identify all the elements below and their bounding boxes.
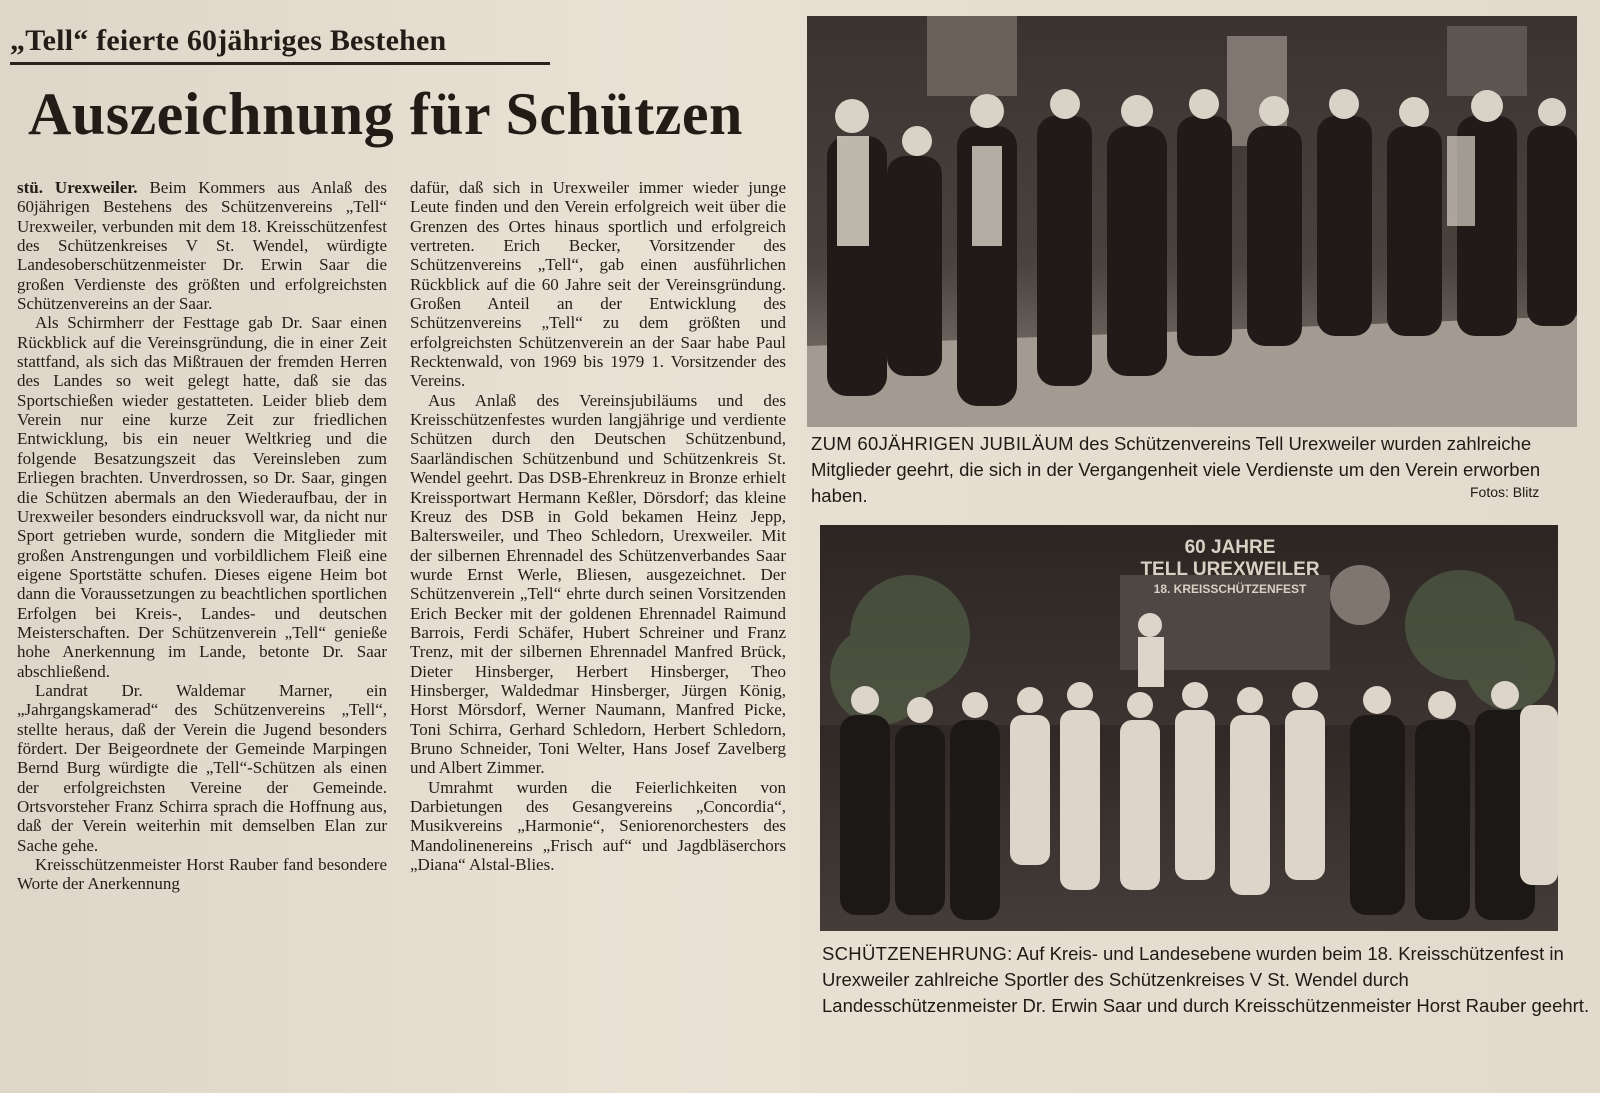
photo-credit: Fotos: Blitz (1470, 484, 1540, 500)
paragraph-7: Umrahmt wurden die Feierlichkeiten von Darbietungen des Gesangvereins „Concordia“, Musikvereins „Harmonie“, Seniorenorchesters des Mandolinenereins „Frisch auf“ und Jagdbläserchors „Diana“ Alstal-Blies. (410, 777, 786, 875)
paragraph-3: Landrat Dr. Waldemar Marner, ein „Jahrgangskamerad“ des Schützenvereins „Tell“, stellte heraus, daß der Verein die Jugend besonders fördert. Der Beigeordnete der Gemeinde Marpingen Bernd Burg würdigte die „Tell“-Schützen als einen der erfolgreichsten Vereine der Gemeinde. Ortsvorsteher Franz Schirra sprach die Hoffnung aus, daß der Verein weiterhin mit demselben Elan zur Sache gehe. (17, 680, 387, 855)
photo-ceremony-caption (822, 941, 1592, 1019)
paragraph-5: dafür, daß sich in Urexweiler immer wieder junge Leute finden und den Verein erfolgreich weit über die Grenzen des Ortes hinaus sportlich und erfolgreich vertreten. Erich Becker, Vorsitzender des Schützenvereins „Tell“, gab einen ausführlichen Rückblick auf die 60 Jahre seit der Vereinsgründung. Großen Anteil an der Entwicklung des Schützenvereins „Tell“ zu dem größten und erfolgreichsten Schützenverein an der Saar habe Paul Recktenwald, von 1969 bis 1979 1. Vorsitzender des Vereins. (410, 178, 786, 391)
article-column-1 (17, 178, 387, 894)
ceremony-banner (1130, 537, 1330, 597)
caption-2-text: Auf Kreis- und Landesebene wurden beim 18. Kreisschützenfest in Urexweiler zahlreiche Sportler des Schützenkreises V St. Wendel durch Landesschützenmeister Dr. Erwin Saar und durch Kreisschützenmeister Horst Rauber geehrt. (822, 943, 1590, 1016)
paragraph-2: Als Schirmherr der Festtage gab Dr. Saar einen Rückblick auf die Vereinsgründung, die in einer Zeit stattfand, als sich das Mißtrauen der fremden Herren des Landes so weit gelegt hatte, daß sie das Sportschießen wieder gestatteten. Leider blieb dem Verein nur eine kurze Zeit zur friedlichen Entwicklung, bis ein neuer Weltkrieg und die folgende Besatzungszeit das Vereinsleben zum Erliegen brachten. Unverdrossen, so Dr. Saar, gingen die Schützen abermals an den Wiederaufbau, der in Urexweiler besonders eindrucksvoll war, da nicht nur Sport getrieben wurde, sondern die Mitglieder mit großen Anstrengungen und vorbildlichem Fleiß eine eigene Sportstätte schufen. Dieses eigene Heim bot dann die Voraussetzungen zu beachtlichen sportlichen Erfolgen bei Kreis-, Landes- und deutschen Meisterschaften. Der Schützenverein „Tell“ genieße hohe Anerkennung im Lande, betonte Dr. Saar abschließend. (17, 313, 387, 681)
paragraph-1 (17, 178, 387, 313)
photo-jubilee-caption (811, 431, 1581, 509)
paragraph-4: Kreisschützenmeister Horst Rauber fand besondere Worte der Anerkennung (17, 855, 387, 894)
photo-jubilee-image (807, 16, 1577, 427)
paragraph-6: Aus Anlaß des Vereinsjubiläums und des Kreisschützenfestes wurden langjährige und verdiente Schützen durch den Deutschen Schützenbund, Saarländischen Schützenbund und Schützenkreis St. Wendel geehrt. Das DSB-Ehrenkreuz in Bronze erhielt Kreissportwart Hermann Keßler, Dörsdorf; das kleine Kreuz des DSB in Gold bekamen Heinz Jepp, Baltersweiler, und Theo Schledorn, Urexweiler. Mit der silbernen Ehrennadel des Schützenverbandes Saar wurde Ernst Werle, Bliesen, ausgezeichnet. Der Schützenverein „Tell“ ehrte durch seinen Vorsitzenden Erich Becker mit der goldenen Ehrennadel Raimund Barrois, Ferdi Schäfer, Hubert Schreiner und Franz Trenz, mit der silbernen Ehrennadel Manfred Brück, Dieter Hinsberger, Herbert Hinsberger, Theo Hinsberger, Waldedmar Hinsberger, Jürgen König, Horst Mörsdorf, Werner Naumann, Manfred Picke, Toni Schirra, Gerhard Schledorn, Herbert Schledorn, Bruno Schneider, Toni Welter, Hans Josef Zavelberg und Albert Zimmer. (410, 390, 786, 778)
banner-line-2: TELL UREXWEILER (1140, 559, 1320, 580)
caption-2-lead: SCHÜTZENEHRUNG: (822, 943, 1013, 964)
kicker-headline: „Tell“ feierte 60jähriges Bestehen (10, 24, 550, 65)
photo-jubilee-members (807, 16, 1577, 427)
article-column-2 (410, 178, 786, 874)
caption-1-text: des Schützenvereins Tell Urexweiler wurden zahlreiche Mitglieder geehrt, die sich in der Vergangenheit viele Verdienste um den Verein erworben haben. (811, 433, 1541, 506)
caption-1-lead: ZUM 60JÄHRIGEN JUBILÄUM (811, 433, 1074, 454)
dateline: stü. Urexweiler. (17, 178, 138, 197)
photo-award-ceremony (820, 525, 1558, 931)
paragraph-1-text: Beim Kommers aus Anlaß des 60jährigen Bestehens des Schützenvereins „Tell“ Urexweiler, verbunden mit dem 18. Kreisschützenfest des Schützenkreises V St. Wendel, würdigte Landesoberschützenmeister Dr. Erwin Saar die großen Verdienste des größten und erfolgreichsten Schützenvereins an der Saar. (17, 178, 388, 314)
main-headline: Auszeichnung für Schützen (28, 81, 743, 147)
banner-line-3: 18. KREISSCHÜTZENFEST (1153, 582, 1307, 596)
banner-line-1: 60 JAHRE (1184, 537, 1276, 558)
